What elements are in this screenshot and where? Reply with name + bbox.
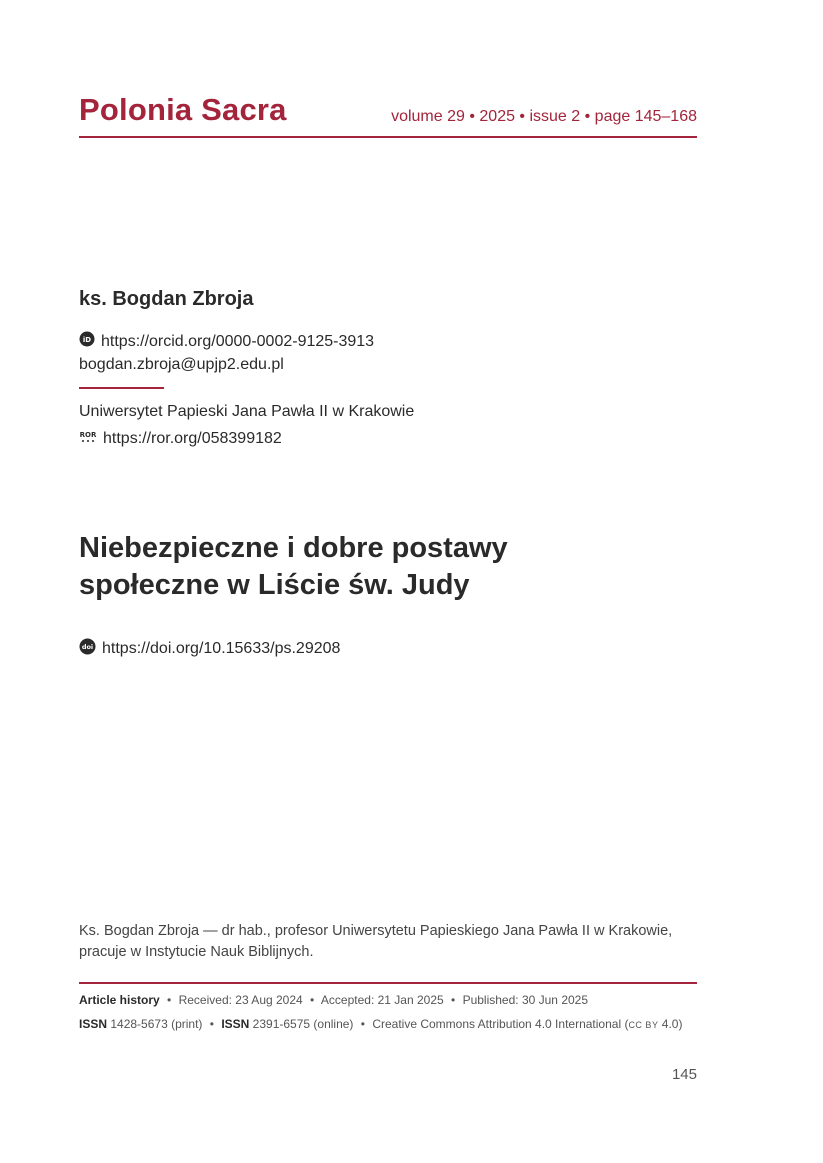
article-title xyxy=(79,530,719,604)
issn-online: 2391-6575 (online) xyxy=(252,1017,354,1031)
bullet: • xyxy=(310,993,315,1007)
orcid-url[interactable]: https://orcid.org/0000-0002-9125-3913 xyxy=(101,332,375,350)
affiliation: Uniwersytet Papieski Jana Pawła II w Krakowie xyxy=(79,403,415,420)
received-date: Received: 23 Aug 2024 xyxy=(178,993,303,1007)
license-version: 4.0) xyxy=(658,1017,683,1031)
bullet: • xyxy=(451,993,456,1007)
doi-url[interactable]: https://doi.org/10.15633/ps.29208 xyxy=(102,640,341,657)
bullet: • xyxy=(209,1017,214,1031)
doi-icon xyxy=(79,638,96,660)
history-label: Article history xyxy=(79,993,160,1007)
author-name: ks. Bogdan Zbroja xyxy=(79,288,254,310)
svg-text:iD: iD xyxy=(82,336,92,344)
article-title-line-2: społeczne w Liście św. Judy xyxy=(79,569,470,601)
ror-url[interactable]: https://ror.org/058399182 xyxy=(103,429,282,447)
issn-license xyxy=(79,1017,682,1031)
issn-label: ISSN xyxy=(79,1017,108,1031)
issn-print: 1428-5673 (print) xyxy=(110,1017,203,1031)
license-text: Creative Commons Attribution 4.0 International ( xyxy=(372,1017,629,1031)
ror-link-row[interactable] xyxy=(79,429,282,448)
article-title-line-1: Niebezpieczne i dobre postawy xyxy=(79,532,508,564)
article-history xyxy=(79,993,588,1007)
svg-text:ROR: ROR xyxy=(79,431,97,439)
bullet: • xyxy=(360,1017,365,1031)
issn-label: ISSN xyxy=(221,1017,250,1031)
doi-link-row[interactable] xyxy=(79,638,340,660)
accepted-date: Accepted: 21 Jan 2025 xyxy=(320,993,444,1007)
issue-info: volume 29 • 2025 • issue 2 • page 145–168 xyxy=(391,108,697,125)
author-bio: Ks. Bogdan Zbroja — dr hab., profesor Uniwersytetu Papieskiego Jana Pawła II w Krakowie, pracuje w Instytucie Nauk Biblijnych. xyxy=(79,923,673,960)
published-date: Published: 30 Jun 2025 xyxy=(462,993,589,1007)
page-number: 145 xyxy=(671,1066,697,1083)
orcid-link-row[interactable] xyxy=(79,331,374,352)
email-link[interactable]: bogdan.zbroja@upjp2.edu.pl xyxy=(79,356,284,373)
journal-title: Polonia Sacra xyxy=(79,92,287,127)
bullet: • xyxy=(167,993,172,1007)
license-abbr: CC BY xyxy=(628,1020,659,1030)
ror-icon xyxy=(79,429,97,448)
author-divider xyxy=(79,387,164,389)
svg-text:doi: doi xyxy=(81,643,94,651)
header-divider xyxy=(79,136,697,138)
footer-divider xyxy=(79,982,697,984)
orcid-icon xyxy=(79,331,95,352)
